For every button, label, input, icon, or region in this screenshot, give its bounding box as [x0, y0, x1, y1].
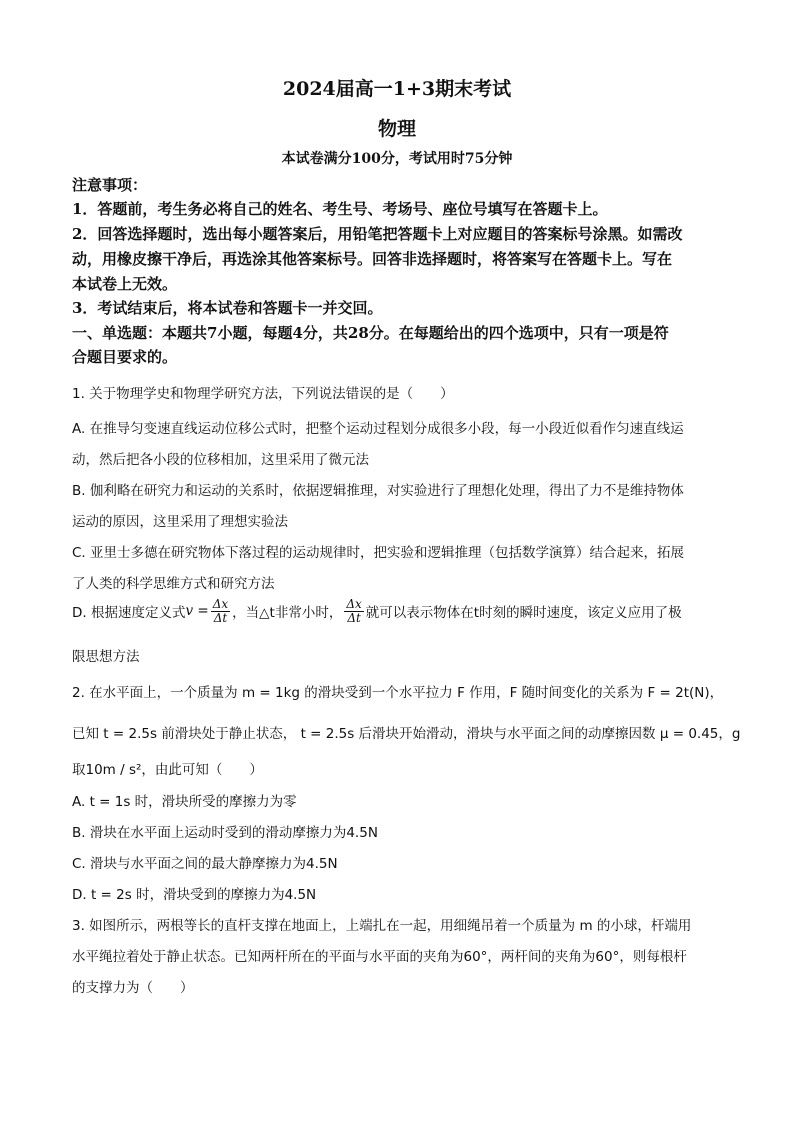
notes-heading: 注意事项：	[72, 176, 148, 194]
q1-option-a-line-2: 动，然后把各小段的位移相加，这里采用了微元法	[72, 452, 369, 468]
notes-item-2-line-1: 2．回答选择题时，选出每小题答案后，用铅笔把答题卡上对应题目的答案标号涂黑。如需改	[72, 225, 683, 243]
q1-option-d-middle: ，当△t非常小时，	[232, 605, 343, 622]
fraction-denominator: Δt	[213, 610, 228, 625]
section-1-heading-line-2: 合题目要求的。	[72, 348, 178, 366]
q1-option-d-suffix: 就可以表示物体在t时刻的瞬时速度，该定义应用了极	[365, 605, 682, 622]
velocity-fraction-2	[344, 598, 363, 624]
notes-item-2-line-3: 本试卷上无效。	[72, 275, 178, 293]
q1-option-d-line-2: 限思想方法	[72, 649, 140, 665]
velocity-symbol: v =	[185, 603, 209, 620]
exam-title: 2024届高一1+3期末考试	[282, 78, 512, 100]
notes-item-1: 1．答题前，考生务必将自己的姓名、考生号、考场号、座位号填写在答题卡上。	[72, 200, 608, 218]
q2-option-d: D. t = 2s 时，滑块受到的摩擦力为4.5N	[72, 887, 317, 903]
q2-stem-line-2: 已知 t = 2.5s 前滑块处于静止状态， t = 2.5s 后滑块开始滑动，滑块与水平面之间的动摩擦因数 μ = 0.45，g	[72, 726, 741, 742]
q1-stem: 1. 关于物理学史和物理学研究方法，下列说法错误的是（ ）	[72, 386, 454, 402]
q3-stem-line-3: 的支撑力为（ ）	[72, 980, 194, 996]
q1-option-d-prefix: D. 根据速度定义式	[72, 605, 186, 622]
q2-option-b: B. 滑块在水平面上运动时受到的滑动摩擦力为4.5N	[72, 825, 378, 841]
subject-title: 物理	[377, 118, 416, 140]
notes-item-3: 3．考试结束后，将本试卷和答题卡一并交回。	[72, 299, 383, 317]
velocity-fraction	[211, 598, 230, 624]
exam-info: 本试卷满分100分，考试用时75分钟	[281, 151, 513, 167]
fraction-numerator: Δx	[212, 597, 229, 611]
q2-stem-line-3: 取10m / s²，由此可知（ ）	[72, 762, 263, 778]
q2-option-c: C. 滑块与水平面之间的最大静摩擦力为4.5N	[72, 856, 338, 872]
q2-option-a: A. t = 1s 时，滑块所受的摩擦力为零	[72, 794, 297, 810]
section-1-heading-line-1: 一、单选题：本题共7小题，每题4分，共28分。在每题给出的四个选项中，只有一项是符	[72, 324, 669, 342]
fraction-denominator-2: Δt	[347, 610, 361, 625]
q1-option-a-line-1: A. 在推导匀变速直线运动位移公式时，把整个运动过程划分成很多小段，每一小段近似看作匀速直线运	[72, 421, 684, 437]
q3-stem-line-2: 水平绳拉着处于静止状态。已知两杆所在的平面与水平面的夹角为60°，两杆间的夹角为60°，则每根杆	[72, 949, 687, 965]
q1-option-c-line-1: C. 亚里士多德在研究物体下落过程的运动规律时，把实验和逻辑推理（包括数学演算）结合起来，拓展	[72, 545, 685, 561]
q2-stem-line-1: 2. 在水平面上，一个质量为 m = 1kg 的滑块受到一个水平拉力 F 作用，F 随时间变化的关系为 F = 2t(N)，	[72, 685, 724, 701]
notes-item-2-line-2: 动，用橡皮擦干净后，再选涂其他答案标号。回答非选择题时，将答案写在答题卡上。写在	[72, 250, 673, 268]
q1-option-c-line-2: 了人类的科学思维方式和研究方法	[72, 576, 275, 592]
q3-stem-line-1: 3. 如图所示，两根等长的直杆支撑在地面上，上端扎在一起，用细绳吊着一个质量为 m 的小球，杆端用	[72, 918, 692, 934]
q1-option-d-line-1	[72, 598, 682, 624]
q1-option-b-line-2: 运动的原因，这里采用了理想实验法	[72, 514, 288, 530]
fraction-numerator-2: Δx	[346, 597, 362, 611]
q1-option-b-line-1: B. 伽利略在研究力和运动的关系时，依据逻辑推理，对实验进行了理想化处理，得出了力不是维持物体	[72, 483, 684, 499]
